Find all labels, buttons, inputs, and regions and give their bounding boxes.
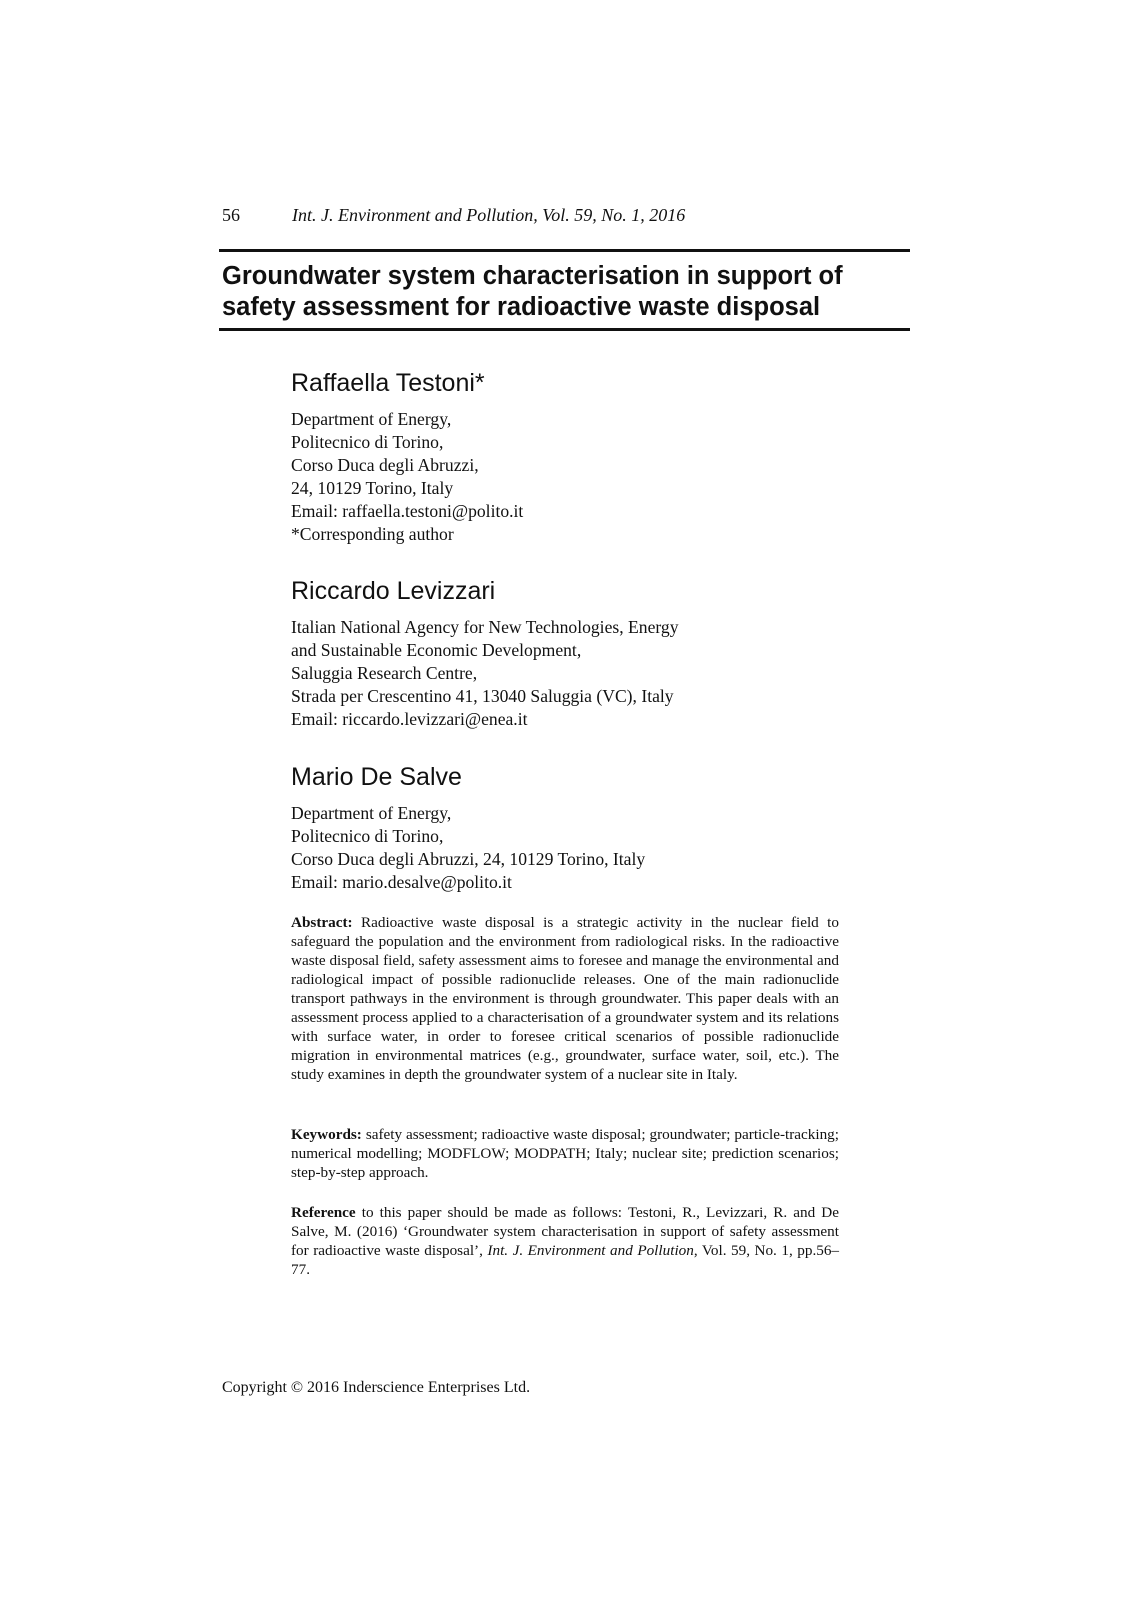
author-affiliation (291, 616, 851, 731)
author-name: Mario De Salve (291, 763, 462, 791)
affiliation-line: Politecnico di Torino, (291, 826, 444, 846)
keywords-text: safety assessment; radioactive waste disposal; groundwater; particle-tracking; numerical modelling; MODFLOW; MODPATH; Italy; nuclear site; prediction scenarios; step-by-step approach. (291, 1126, 839, 1181)
reference-text: to this paper should be made as follows: Testoni, R., Levizzari, R. and De Salve, M. (2016) ‘Groundwater system characterisation in support of safety assessment for radioactive waste disposal’, (291, 1204, 840, 1259)
affiliation-line: Corso Duca degli Abruzzi, 24, 10129 Torino, Italy (291, 849, 646, 869)
title-line-2: safety assessment for radioactive waste disposal (222, 293, 821, 321)
abstract (291, 913, 839, 1084)
affiliation-line: Saluggia Research Centre, (291, 663, 478, 683)
running-header (222, 204, 685, 226)
affiliation-line: Department of Energy, (291, 803, 452, 823)
paper-title (222, 261, 912, 323)
reference-note (291, 1203, 839, 1279)
copyright-notice: Copyright © 2016 Inderscience Enterprises Ltd. (222, 1379, 531, 1396)
author-block-testoni (291, 368, 851, 546)
author-email: Email: raffaella.testoni@polito.it (291, 501, 524, 521)
author-block-desalve (291, 762, 851, 894)
affiliation-line: 24, 10129 Torino, Italy (291, 478, 454, 498)
title-top-rule (219, 249, 910, 252)
title-line-1: Groundwater system characterisation in support of (222, 262, 843, 290)
corresponding-author-note: *Corresponding author (291, 524, 454, 544)
reference-volume: , Vol. 59, No. 1, pp.56–77. (291, 1242, 840, 1278)
keywords (291, 1125, 839, 1182)
reference-journal: Int. J. Environment and Pollution (487, 1242, 694, 1259)
journal-citation: Int. J. Environment and Pollution, Vol. 59, No. 1, 2016 (292, 205, 686, 225)
author-email: Email: mario.desalve@polito.it (291, 872, 512, 892)
page-number: 56 (222, 205, 240, 225)
author-affiliation (291, 802, 851, 894)
abstract-label: Abstract: (291, 914, 353, 931)
author-email: Email: riccardo.levizzari@enea.it (291, 709, 528, 729)
reference-label: Reference (291, 1204, 356, 1221)
abstract-text: Radioactive waste disposal is a strategic activity in the nuclear field to safeguard the population and the environment from radiological risks. In the radioactive waste disposal field, safety assessment aims to foresee and manage the environmental and radiological impact of possible radionuclide releases. One of the main radionuclide transport pathways in the environment is through groundwater. This paper deals with an assessment process applied to a characterisation of a groundwater system and its relations with surface water, in order to foresee critical scenarios of possible radionuclide migration in environmental matrices (e.g., groundwater, surface water, soil, etc.). The study examines in depth the groundwater system of a nuclear site in Italy. (291, 914, 839, 1083)
author-name: Raffaella Testoni* (291, 369, 485, 397)
author-name: Riccardo Levizzari (291, 577, 496, 605)
author-block-levizzari (291, 576, 851, 731)
affiliation-line: Politecnico di Torino, (291, 432, 444, 452)
affiliation-line: Italian National Agency for New Technologies, Energy (291, 617, 679, 637)
keywords-label: Keywords: (291, 1126, 362, 1143)
title-bottom-rule (219, 328, 910, 331)
affiliation-line: Strada per Crescentino 41, 13040 Saluggia (VC), Italy (291, 686, 674, 706)
affiliation-line: Department of Energy, (291, 409, 452, 429)
affiliation-line: and Sustainable Economic Development, (291, 640, 582, 660)
affiliation-line: Corso Duca degli Abruzzi, (291, 455, 479, 475)
author-affiliation (291, 408, 851, 546)
